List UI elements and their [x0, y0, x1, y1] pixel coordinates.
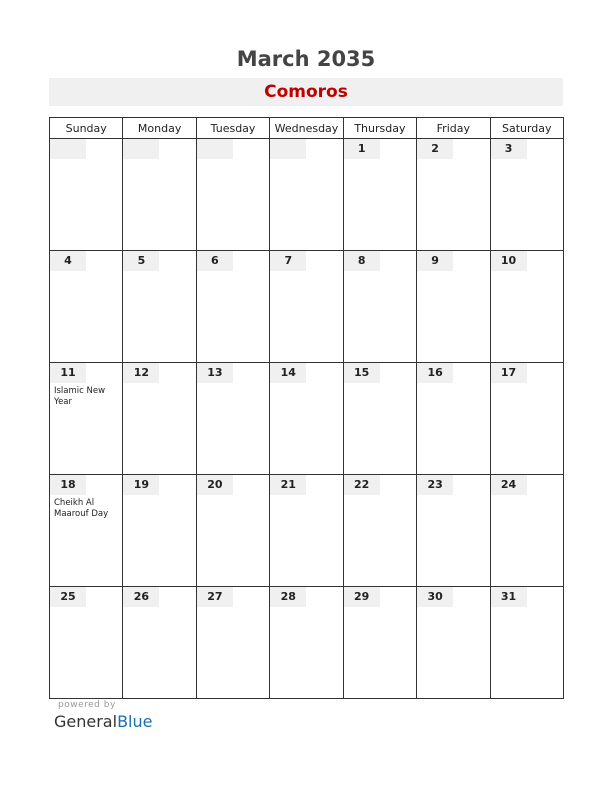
day-number: 15	[344, 363, 380, 383]
day-number: 2	[417, 139, 453, 159]
day-cell[interactable]	[123, 251, 196, 363]
holiday-label: Cheikh Al Maarouf Day	[54, 498, 109, 519]
day-cell[interactable]	[123, 475, 196, 587]
day-number	[270, 139, 306, 159]
day-cell[interactable]	[123, 139, 196, 251]
week-row	[50, 363, 564, 475]
day-cell[interactable]	[417, 363, 490, 475]
day-number	[50, 139, 86, 159]
day-cell[interactable]	[50, 587, 123, 699]
day-cell[interactable]	[270, 475, 343, 587]
day-number: 18	[50, 475, 86, 495]
weekday-header: Tuesday	[196, 118, 269, 139]
day-number: 29	[344, 587, 380, 607]
day-cell[interactable]	[490, 587, 563, 699]
day-cell[interactable]	[490, 251, 563, 363]
day-cell[interactable]	[50, 363, 123, 475]
day-number: 21	[270, 475, 306, 495]
day-cell[interactable]	[270, 251, 343, 363]
day-cell[interactable]	[417, 139, 490, 251]
day-number: 23	[417, 475, 453, 495]
day-number: 27	[197, 587, 233, 607]
weekday-header: Saturday	[490, 118, 563, 139]
day-cell[interactable]	[417, 587, 490, 699]
day-cell[interactable]	[50, 139, 123, 251]
week-row	[50, 251, 564, 363]
day-cell[interactable]	[50, 475, 123, 587]
day-number: 31	[491, 587, 527, 607]
day-cell[interactable]	[343, 587, 416, 699]
day-number: 28	[270, 587, 306, 607]
day-number: 11	[50, 363, 86, 383]
day-number: 10	[491, 251, 527, 271]
week-row	[50, 475, 564, 587]
day-number: 12	[123, 363, 159, 383]
day-number: 20	[197, 475, 233, 495]
day-cell[interactable]	[270, 587, 343, 699]
brand-name-part2: Blue	[117, 712, 153, 731]
day-cell[interactable]	[490, 475, 563, 587]
day-number: 25	[50, 587, 86, 607]
day-number: 26	[123, 587, 159, 607]
week-row	[50, 587, 564, 699]
day-number: 7	[270, 251, 306, 271]
holiday-label: Islamic New Year	[54, 386, 106, 407]
day-cell[interactable]	[490, 139, 563, 251]
day-cell[interactable]	[270, 363, 343, 475]
day-number: 6	[197, 251, 233, 271]
day-cell[interactable]	[123, 363, 196, 475]
day-number: 4	[50, 251, 86, 271]
day-cell[interactable]	[417, 475, 490, 587]
day-cell[interactable]	[196, 587, 269, 699]
day-cell[interactable]	[490, 363, 563, 475]
day-number: 3	[491, 139, 527, 159]
weekday-header: Wednesday	[270, 118, 343, 139]
weekday-header: Thursday	[343, 118, 416, 139]
day-number	[197, 139, 233, 159]
day-cell[interactable]	[123, 587, 196, 699]
week-row	[50, 139, 564, 251]
day-cell[interactable]	[343, 139, 416, 251]
day-cell[interactable]	[270, 139, 343, 251]
day-number: 17	[491, 363, 527, 383]
page-title: March 2035	[236, 47, 376, 71]
weekday-header: Friday	[417, 118, 490, 139]
day-cell[interactable]	[343, 251, 416, 363]
weekday-header: Sunday	[50, 118, 123, 139]
day-cell[interactable]	[50, 251, 123, 363]
powered-by-label: powered by	[58, 700, 116, 710]
day-number: 19	[123, 475, 159, 495]
weekday-header: Monday	[123, 118, 196, 139]
day-number	[123, 139, 159, 159]
day-number: 16	[417, 363, 453, 383]
brand-logo[interactable]	[54, 712, 152, 731]
day-cell[interactable]	[196, 139, 269, 251]
day-number: 24	[491, 475, 527, 495]
day-number: 8	[344, 251, 380, 271]
day-number: 14	[270, 363, 306, 383]
day-cell[interactable]	[417, 251, 490, 363]
day-number: 13	[197, 363, 233, 383]
day-cell[interactable]	[196, 475, 269, 587]
day-number: 5	[123, 251, 159, 271]
day-number: 30	[417, 587, 453, 607]
day-number: 1	[344, 139, 380, 159]
day-number: 22	[344, 475, 380, 495]
day-cell[interactable]	[343, 363, 416, 475]
weekday-header-row	[50, 118, 564, 139]
day-cell[interactable]	[196, 363, 269, 475]
month-calendar	[49, 117, 564, 699]
country-banner: Comoros	[49, 78, 563, 106]
day-cell[interactable]	[343, 475, 416, 587]
brand-name-part1: General	[54, 712, 118, 731]
day-number: 9	[417, 251, 453, 271]
calendar-body	[50, 139, 564, 699]
day-cell[interactable]	[196, 251, 269, 363]
